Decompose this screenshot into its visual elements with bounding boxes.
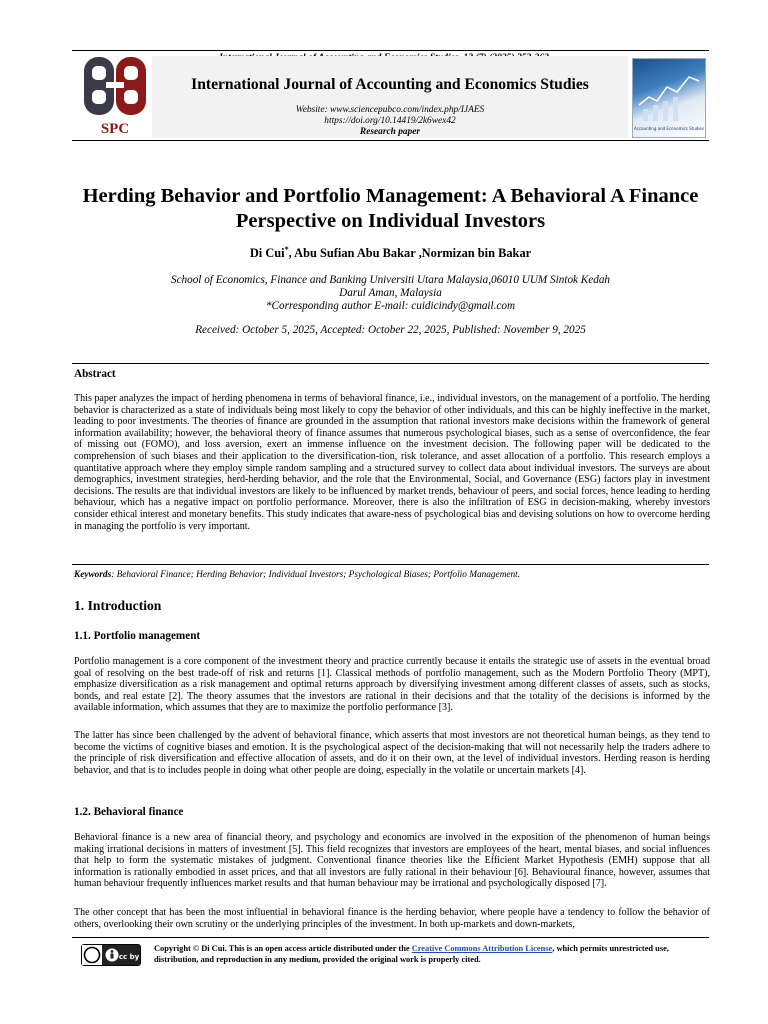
journal-name: International Journal of Accounting and Economics Studies (191, 76, 589, 93)
journal-links (152, 105, 628, 139)
copyright-text-after: , which permits unrestricted use, distribution, and reproduction in any medium, provided the original work is properly cited. (154, 944, 669, 964)
publication-dates: Received: October 5, 2025, Accepted: October 22, 2025, Published: November 9, 2025 (195, 324, 586, 336)
subsection-heading-behavioral-finance: 1.2. Behavioral finance (74, 806, 184, 818)
cover-chart-icon (633, 59, 705, 137)
website-link[interactable]: Website: www.sciencepubco.com/index.php/IJAES (295, 105, 485, 115)
creative-commons-icon (82, 945, 140, 965)
keywords-label: Keywords (74, 570, 112, 580)
footer-rule (72, 937, 709, 938)
author-list (72, 245, 709, 261)
affiliation-line-2: Darul Aman, Malaysia (339, 287, 442, 299)
corresponding-marker: * (284, 245, 289, 254)
author-first: Di Cui (249, 246, 285, 261)
affiliation-line-1: School of Economics, Finance and Banking Universiti Utara Malaysia,06010 UUM Sintok Kedah (170, 274, 611, 286)
header-top-rule (72, 50, 709, 51)
spc-logo-icon (80, 54, 150, 138)
paragraph-portfolio-2: The latter has since been challenged by the advent of behavioral finance, which asserts that most investors are not theoretical human beings, as they tend to become the victims of cognitive biases and emotion. It is the psychological aspect of the decision-making that will not necessarily help the traders adhere to the principle of risk diversification and effective allocation of assets, and do it on their own, at the level of individual investors. Herding reason is herding behavior, and that is to includes people in doing what other people are doing, especially in the volatile or uncertain markets [4]. (74, 730, 710, 776)
abstract-bottom-rule (72, 564, 709, 565)
paragraph-behavioral-1: Behavioral finance is a new area of financial theory, and psychology and economics are involved in the exposition of the phenomenon of human beings making irrational decisions in matters of investment [5]. This field recognizes that investors are employees of the heart, mental biases, and social influences that help to form the systematic mistakes of judgment. Conventional finance theories like the Efficient Market Hypothesis (EMH) suppose that all information is rationally embodied in asset prices, and that all investors are fully rational in their behaviour [6]. Behavioural finance, however, assumes that human behaviour frequently influences market results and that human behaviour may be irrational and psychologically disposed [7]. (74, 832, 710, 890)
abstract-top-rule (72, 363, 709, 364)
subsection-heading-portfolio-management: 1.1. Portfolio management (74, 630, 201, 642)
publisher-logo (80, 54, 150, 138)
author-rest: , Abu Sufian Abu Bakar ,Normizan bin Bakar (288, 246, 532, 261)
paper-title: Herding Behavior and Portfolio Management: A Behavioral A Finance Perspective on Individual Investors (82, 185, 699, 232)
keywords (74, 570, 710, 580)
copyright-text-before: Copyright © Di Cui. This is an open access article distributed under the (154, 944, 412, 953)
cc-label: cc by (118, 953, 140, 961)
affiliation (72, 274, 709, 313)
cover-text: Accounting and Economics Studies (634, 126, 704, 131)
abstract-heading: Abstract (74, 368, 116, 380)
abstract-text: This paper analyzes the impact of herding phenomena in terms of behavioral finance, i.e., individual investors, on the management of a portfolio. The herding behavior is characterized as a state of individuals being most likely to copy the behavior of other individuals, and this can be highly ineffective in the market, leading to poor investments. The theories of finance are grounded in the assumption that rational investors make decisions within the framework of general information availability; however, the behavioral theory of finance assumes that numerous psychological biases, such as a sense of overconfidence, the fear of missing out (FOMO), and loss aversion, exert an immense influence on the investment decision. The following paper will be dedicated to the comprehension of such biases and their application to the diversification-tion, risk tolerance, and asset allocation of a portfolio. This research employs a quantitative approach where they employ simple random sampling and a structured survey to collect data about individual investors. The surveys are about demographics, investment strategies, herd-herding behavior, and the role that the Environmental, Social, and Governance (ESG) factors play in investment decisions. The results are that individual investors are likely to be influenced by market trends, behaviour of peers, and social forces, hence leading to herding behaviour, which has a negative impact on portfolio performance. Moreover, there is also the infiltration of ESG in decision-making, whereby investors consider ethical interest and monetary benefits. This study indicates that aware-ness of psychological bias and devising solutions on how to overcome herding in managing the portfolio is very important. (74, 393, 710, 532)
corresponding-email: *Corresponding author E-mail: cuidicindy@gmail.com (265, 300, 516, 312)
doi-link[interactable]: https://doi.org/10.14419/2k6wex42 (324, 116, 456, 127)
header-bottom-rule (72, 140, 709, 141)
paragraph-behavioral-2: The other concept that has been the most influential in behavioral finance is the herding behavior, where people have a tendency to follow the behavior of others, overlooking their own scrutiny or the underlying principles of the investment. In both up-markets and down-markets, (74, 907, 710, 930)
copyright-notice (154, 943, 714, 965)
cc-license-badge[interactable] (81, 944, 141, 966)
keywords-text: : Behavioral Finance; Herding Behavior; Individual Investors; Psychological Biases; Portfolio Management. (111, 570, 521, 580)
license-link[interactable]: Creative Commons Attribution License (411, 944, 553, 953)
logo-text: SPC (100, 121, 130, 137)
article-type: Research paper (359, 127, 421, 138)
paragraph-portfolio-1: Portfolio management is a core component of the investment theory and practice currently because it entails the strategic use of assets in the eventual broad goal of resolving on the best trade-off of risk and returns [1]. Classical methods of portfolio management, such as the Modern Portfolio Theory (MPT), emphasize diversification as a risk management and optimal returns approach by diversifying investment among different classes of assets, such as stocks, bonds, and real estate [2]. The theory assumes that the investors are rational in their decisions and that the totality of the decisions is informed by the available information, which assumes that they are to maximize the portfolio performance [3]. (74, 656, 710, 714)
section-heading-introduction: 1. Introduction (74, 598, 162, 613)
journal-cover-thumbnail (632, 58, 706, 138)
